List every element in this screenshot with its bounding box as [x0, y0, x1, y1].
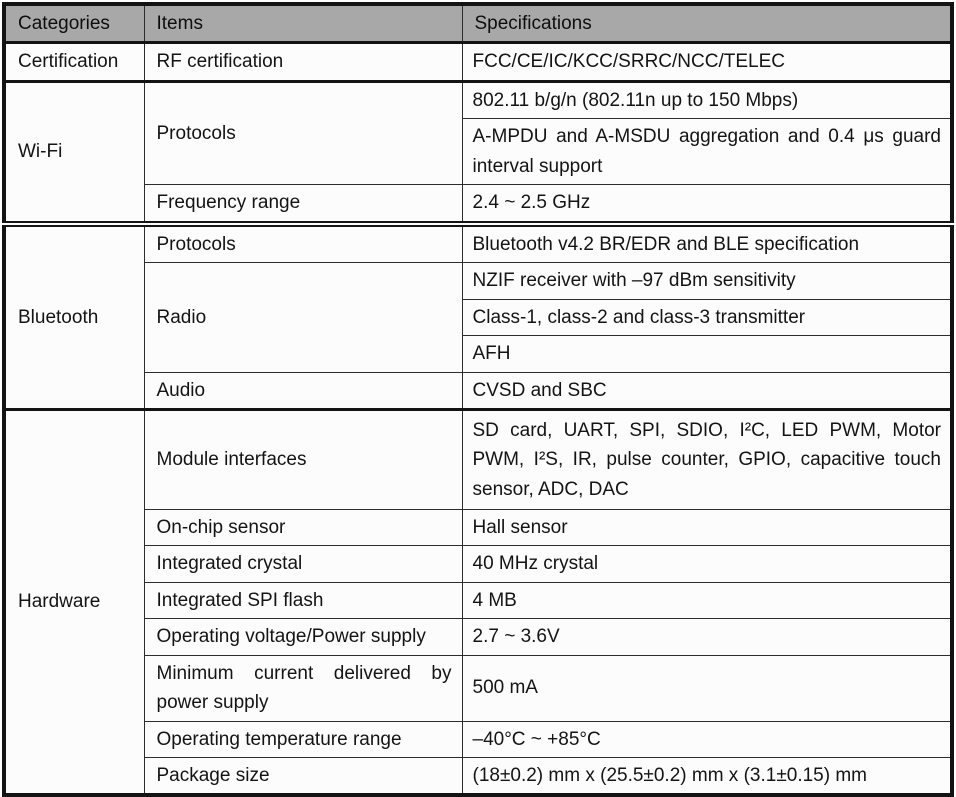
table-row — [4, 409, 952, 509]
header-row — [4, 4, 952, 43]
item-cell: Minimum current delivered by power supply — [144, 655, 462, 721]
table-row — [4, 546, 952, 582]
spec-cell: Class-1, class-2 and class-3 transmitter — [462, 299, 952, 335]
item-cell: On-chip sensor — [144, 509, 462, 545]
item-cell: Package size — [144, 758, 462, 796]
table-row — [4, 655, 952, 721]
spec-cell: 2.4 ~ 2.5 GHz — [462, 185, 952, 224]
category-cell-hardware: Hardware — [4, 409, 144, 795]
col-header-categories: Categories — [4, 4, 144, 43]
item-cell: Operating voltage/Power supply — [144, 619, 462, 655]
table-row — [4, 81, 952, 118]
table-row — [4, 582, 952, 618]
spec-cell: Hall sensor — [462, 509, 952, 545]
item-cell: RF certification — [144, 43, 462, 81]
category-cell-wifi: Wi-Fi — [4, 81, 144, 223]
spec-cell: Bluetooth v4.2 BR/EDR and BLE specification — [462, 224, 952, 263]
col-header-specifications: Specifications — [462, 4, 952, 43]
item-cell: Integrated crystal — [144, 546, 462, 582]
item-cell: Audio — [144, 372, 462, 409]
item-cell: Module interfaces — [144, 409, 462, 509]
section-wifi — [4, 81, 952, 223]
item-cell: Protocols — [144, 81, 462, 184]
item-cell: Protocols — [144, 224, 462, 263]
table-row — [4, 619, 952, 655]
spec-cell: A-MPDU and A-MSDU aggregation and 0.4 μs guard interval support — [462, 119, 952, 185]
spec-cell: 500 mA — [462, 655, 952, 721]
table-row — [4, 372, 952, 409]
spec-cell: FCC/CE/IC/KCC/SRRC/NCC/TELEC — [462, 43, 952, 81]
spec-cell: 2.7 ~ 3.6V — [462, 619, 952, 655]
category-cell-certification: Certification — [4, 43, 144, 81]
table-row — [4, 43, 952, 81]
item-cell: Operating temperature range — [144, 721, 462, 757]
item-cell: Frequency range — [144, 185, 462, 224]
specifications-table — [2, 2, 954, 797]
item-cell: Radio — [144, 263, 462, 372]
table-row — [4, 263, 952, 299]
item-cell: Integrated SPI flash — [144, 582, 462, 618]
table-row — [4, 721, 952, 757]
spec-cell: (18±0.2) mm x (25.5±0.2) mm x (3.1±0.15) mm — [462, 758, 952, 796]
spec-cell: AFH — [462, 336, 952, 372]
spec-cell: –40°C ~ +85°C — [462, 721, 952, 757]
category-cell-bluetooth: Bluetooth — [4, 224, 144, 410]
section-bluetooth — [4, 224, 952, 410]
section-hardware — [4, 409, 952, 795]
table-row — [4, 509, 952, 545]
spec-cell: CVSD and SBC — [462, 372, 952, 409]
spec-cell: 4 MB — [462, 582, 952, 618]
spec-cell: NZIF receiver with –97 dBm sensitivity — [462, 263, 952, 299]
spec-cell: 802.11 b/g/n (802.11n up to 150 Mbps) — [462, 81, 952, 118]
spec-cell: SD card, UART, SPI, SDIO, I²C, LED PWM, Motor PWM, I²S, IR, pulse counter, GPIO, capacitive touch sensor, ADC, DAC — [462, 409, 952, 509]
table-row — [4, 185, 952, 224]
section-certification — [4, 43, 952, 81]
spec-cell: 40 MHz crystal — [462, 546, 952, 582]
table-row — [4, 758, 952, 796]
table-row — [4, 224, 952, 263]
col-header-items: Items — [144, 4, 462, 43]
